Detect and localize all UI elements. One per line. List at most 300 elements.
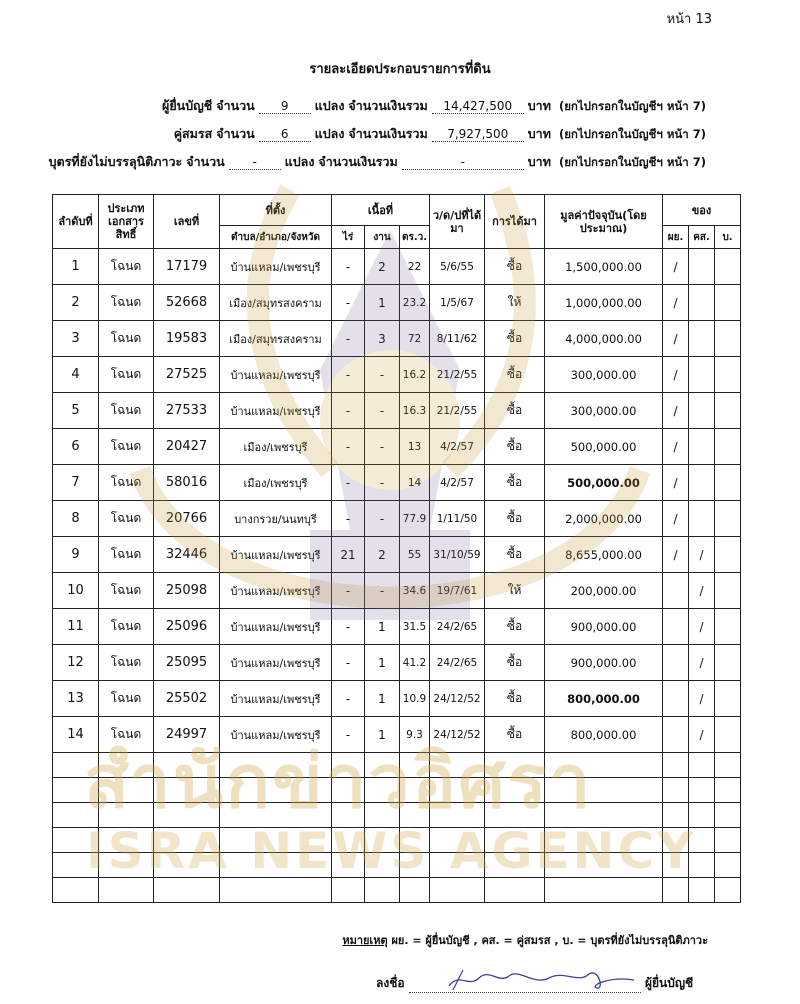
row-owner-child [715, 573, 741, 609]
row-doc-no: 27525 [154, 357, 220, 393]
row-location: บางกรวย/นนทบุรี [220, 501, 332, 537]
row-ngan: - [365, 393, 400, 429]
empty-cell [400, 828, 430, 853]
row-owner-spouse: / [689, 681, 715, 717]
empty-cell [430, 778, 485, 803]
row-owner-declarant: / [663, 285, 689, 321]
row-rai: 21 [332, 537, 365, 573]
empty-cell [400, 853, 430, 878]
empty-cell [220, 778, 332, 803]
empty-cell [485, 878, 545, 903]
empty-row [53, 828, 741, 853]
row-date: 21/2/55 [430, 393, 485, 429]
empty-cell [365, 828, 400, 853]
summary-qty-word: จำนวน [216, 98, 255, 113]
empty-cell [53, 853, 99, 878]
watermark-thai-text: สำนักข่าวอิศรา [84, 739, 593, 825]
empty-cell [715, 778, 741, 803]
handwritten-signature [439, 964, 639, 994]
row-location: เมือง/เพชรบุรี [220, 465, 332, 501]
row-owner-spouse: / [689, 717, 715, 753]
row-wa: 72 [400, 321, 430, 357]
row-location: เมือง/สมุทรสงคราม [220, 285, 332, 321]
row-acquired: ซื้อ [485, 249, 545, 285]
empty-cell [220, 853, 332, 878]
empty-cell [400, 753, 430, 778]
summary-qty-word: จำนวน [216, 126, 255, 141]
row-date: 24/12/52 [430, 717, 485, 753]
row-rai: - [332, 357, 365, 393]
header-owner: ของ [663, 195, 741, 226]
land-table [52, 194, 741, 903]
row-date: 24/12/52 [430, 681, 485, 717]
summary-line [0, 96, 706, 116]
empty-cell [53, 878, 99, 903]
row-location: เมือง/เพชรบุรี [220, 429, 332, 465]
row-date: 21/2/55 [430, 357, 485, 393]
summary-amount: 14,427,500 [432, 99, 524, 114]
empty-cell [154, 853, 220, 878]
row-no: 7 [53, 465, 99, 501]
empty-cell [430, 878, 485, 903]
row-wa: 23.2 [400, 285, 430, 321]
row-doc-no: 52668 [154, 285, 220, 321]
summary-label: คู่สมรส [173, 126, 213, 141]
empty-cell [430, 828, 485, 853]
empty-cell [400, 803, 430, 828]
row-wa: 34.6 [400, 573, 430, 609]
row-doc-type: โฉนด [99, 645, 154, 681]
empty-cell [99, 803, 154, 828]
row-doc-no: 17179 [154, 249, 220, 285]
header-location-sub: ตำบล/อำเภอ/จังหวัด [220, 226, 332, 249]
row-owner-declarant: / [663, 393, 689, 429]
table-row [53, 357, 741, 393]
table-row [53, 393, 741, 429]
row-owner-child [715, 717, 741, 753]
row-owner-spouse: / [689, 645, 715, 681]
row-no: 11 [53, 609, 99, 645]
empty-cell [485, 853, 545, 878]
signature-line [409, 978, 641, 993]
empty-cell [663, 753, 689, 778]
legend-note [342, 931, 708, 949]
row-owner-declarant: / [663, 321, 689, 357]
row-no: 3 [53, 321, 99, 357]
row-wa: 13 [400, 429, 430, 465]
legend-text: ผย. = ผู้ยื่นบัญชี , คส. = คู่สมรส , บ. = บุตรที่ยังไม่บรรลุนิติภาวะ [391, 934, 708, 947]
row-doc-no: 20766 [154, 501, 220, 537]
row-value: 1,500,000.00 [545, 249, 663, 285]
empty-cell [332, 853, 365, 878]
row-ngan: 1 [365, 681, 400, 717]
row-rai: - [332, 285, 365, 321]
row-owner-child [715, 501, 741, 537]
signature-label: ลงชื่อ [376, 976, 405, 990]
row-owner-declarant: / [663, 537, 689, 573]
row-acquired: ซื้อ [485, 465, 545, 501]
summary-unit: แปลง [314, 126, 345, 141]
empty-row [53, 853, 741, 878]
empty-cell [689, 803, 715, 828]
row-ngan: - [365, 573, 400, 609]
summary-currency: บาท [527, 154, 551, 169]
row-no: 9 [53, 537, 99, 573]
row-rai: - [332, 501, 365, 537]
summary-unit: แปลง [284, 154, 315, 169]
row-acquired: ซื้อ [485, 609, 545, 645]
summary-total-word: จำนวนเงินรวม [318, 154, 398, 169]
summary-currency: บาท [527, 126, 551, 141]
row-wa: 10.9 [400, 681, 430, 717]
row-value: 500,000.00 [545, 465, 663, 501]
row-owner-child [715, 609, 741, 645]
table-row [53, 249, 741, 285]
empty-cell [485, 778, 545, 803]
row-doc-no: 27533 [154, 393, 220, 429]
row-location: บ้านแหลม/เพชรบุรี [220, 717, 332, 753]
row-doc-type: โฉนด [99, 321, 154, 357]
row-owner-spouse [689, 501, 715, 537]
empty-cell [220, 878, 332, 903]
summary-line [0, 124, 706, 144]
empty-cell [430, 753, 485, 778]
row-doc-type: โฉนด [99, 429, 154, 465]
row-doc-type: โฉนด [99, 681, 154, 717]
row-no: 4 [53, 357, 99, 393]
empty-cell [715, 803, 741, 828]
row-acquired: ซื้อ [485, 321, 545, 357]
watermark-english-text: ISRA NEWS AGENCY [86, 822, 697, 880]
row-owner-child [715, 537, 741, 573]
empty-cell [154, 828, 220, 853]
empty-cell [663, 803, 689, 828]
row-no: 6 [53, 429, 99, 465]
row-acquired: ซื้อ [485, 537, 545, 573]
row-no: 14 [53, 717, 99, 753]
row-owner-child [715, 321, 741, 357]
row-location: บ้านแหลม/เพชรบุรี [220, 573, 332, 609]
row-wa: 16.3 [400, 393, 430, 429]
row-wa: 14 [400, 465, 430, 501]
row-ngan: 3 [365, 321, 400, 357]
row-owner-spouse [689, 249, 715, 285]
header-date: ว/ด/ปที่ได้มา [430, 195, 485, 249]
row-doc-type: โฉนด [99, 249, 154, 285]
header-doc-type: ประเภทเอกสารสิทธิ์ [99, 195, 154, 249]
row-owner-declarant: / [663, 357, 689, 393]
table-row [53, 681, 741, 717]
empty-cell [332, 803, 365, 828]
row-location: บ้านแหลม/เพชรบุรี [220, 393, 332, 429]
row-doc-no: 58016 [154, 465, 220, 501]
empty-cell [545, 853, 663, 878]
row-owner-declarant [663, 717, 689, 753]
table-row [53, 501, 741, 537]
row-doc-type: โฉนด [99, 465, 154, 501]
row-ngan: - [365, 429, 400, 465]
row-owner-declarant: / [663, 501, 689, 537]
empty-cell [99, 853, 154, 878]
row-ngan: - [365, 501, 400, 537]
document-title: รายละเอียดประกอบรายการที่ดิน [309, 62, 491, 77]
empty-cell [332, 778, 365, 803]
table-row [53, 573, 741, 609]
table-row [53, 537, 741, 573]
row-value: 800,000.00 [545, 681, 663, 717]
empty-cell [663, 828, 689, 853]
empty-cell [430, 803, 485, 828]
row-owner-child [715, 393, 741, 429]
summary-note: (ยกไปกรอกในบัญชีฯ หน้า 7) [558, 155, 706, 169]
row-location: บ้านแหลม/เพชรบุรี [220, 357, 332, 393]
row-value: 200,000.00 [545, 573, 663, 609]
row-value: 300,000.00 [545, 393, 663, 429]
row-date: 1/11/50 [430, 501, 485, 537]
row-owner-spouse [689, 429, 715, 465]
empty-cell [545, 753, 663, 778]
row-owner-declarant: / [663, 249, 689, 285]
empty-cell [365, 853, 400, 878]
row-doc-no: 25095 [154, 645, 220, 681]
row-date: 1/5/67 [430, 285, 485, 321]
empty-cell [715, 878, 741, 903]
row-wa: 77.9 [400, 501, 430, 537]
row-no: 2 [53, 285, 99, 321]
header-area: เนื้อที่ [332, 195, 430, 226]
row-owner-child [715, 357, 741, 393]
row-wa: 55 [400, 537, 430, 573]
empty-cell [715, 853, 741, 878]
table-row [53, 465, 741, 501]
row-date: 4/2/57 [430, 429, 485, 465]
empty-cell [365, 878, 400, 903]
summary-amount: - [402, 155, 524, 170]
row-date: 24/2/65 [430, 645, 485, 681]
row-owner-child [715, 681, 741, 717]
row-location: บ้านแหลม/เพชรบุรี [220, 645, 332, 681]
row-owner-spouse [689, 393, 715, 429]
empty-row [53, 778, 741, 803]
row-owner-declarant [663, 573, 689, 609]
row-owner-child [715, 249, 741, 285]
empty-cell [545, 878, 663, 903]
row-acquired: ซื้อ [485, 429, 545, 465]
row-doc-no: 32446 [154, 537, 220, 573]
row-date: 4/2/57 [430, 465, 485, 501]
row-value: 900,000.00 [545, 609, 663, 645]
table-row [53, 717, 741, 753]
header-wa: ตร.ว. [400, 226, 430, 249]
signature-role: ผู้ยื่นบัญชี [644, 976, 694, 990]
row-date: 19/7/61 [430, 573, 485, 609]
row-ngan: 1 [365, 645, 400, 681]
row-doc-no: 25096 [154, 609, 220, 645]
empty-cell [99, 753, 154, 778]
row-ngan: 2 [365, 249, 400, 285]
row-acquired: ซื้อ [485, 393, 545, 429]
row-date: 31/10/59 [430, 537, 485, 573]
empty-cell [154, 803, 220, 828]
header-location: ที่ตั้ง [220, 195, 332, 226]
row-wa: 9.3 [400, 717, 430, 753]
row-acquired: ซื้อ [485, 681, 545, 717]
empty-cell [485, 828, 545, 853]
row-doc-type: โฉนด [99, 501, 154, 537]
row-owner-child [715, 645, 741, 681]
empty-cell [99, 878, 154, 903]
row-location: บ้านแหลม/เพชรบุรี [220, 681, 332, 717]
row-acquired: ซื้อ [485, 645, 545, 681]
empty-cell [485, 753, 545, 778]
empty-cell [689, 753, 715, 778]
empty-cell [663, 778, 689, 803]
header-doc-no: เลขที่ [154, 195, 220, 249]
empty-cell [689, 878, 715, 903]
row-doc-type: โฉนด [99, 285, 154, 321]
summary-label: บุตรที่ยังไม่บรรลุนิติภาวะ [48, 154, 183, 169]
row-acquired: ซื้อ [485, 717, 545, 753]
row-no: 10 [53, 573, 99, 609]
row-date: 8/11/62 [430, 321, 485, 357]
summary-note: (ยกไปกรอกในบัญชีฯ หน้า 7) [558, 99, 706, 113]
row-location: เมือง/สมุทรสงคราม [220, 321, 332, 357]
empty-cell [365, 753, 400, 778]
row-rai: - [332, 393, 365, 429]
row-owner-spouse: / [689, 573, 715, 609]
row-wa: 22 [400, 249, 430, 285]
empty-cell [663, 853, 689, 878]
row-acquired: ให้ [485, 285, 545, 321]
row-owner-spouse [689, 465, 715, 501]
row-ngan: 1 [365, 609, 400, 645]
row-rai: - [332, 465, 365, 501]
summary-count: 9 [259, 99, 311, 114]
empty-cell [53, 828, 99, 853]
row-wa: 31.5 [400, 609, 430, 645]
table-row [53, 429, 741, 465]
signature-row [376, 974, 693, 993]
summary-note: (ยกไปกรอกในบัญชีฯ หน้า 7) [558, 127, 706, 141]
empty-cell [663, 878, 689, 903]
empty-cell [689, 778, 715, 803]
empty-cell [53, 778, 99, 803]
row-ngan: 2 [365, 537, 400, 573]
row-owner-declarant [663, 645, 689, 681]
row-doc-type: โฉนด [99, 357, 154, 393]
empty-cell [154, 878, 220, 903]
row-date: 24/2/65 [430, 609, 485, 645]
row-value: 4,000,000.00 [545, 321, 663, 357]
empty-cell [154, 778, 220, 803]
summary-total-word: จำนวนเงินรวม [348, 126, 428, 141]
row-rai: - [332, 681, 365, 717]
summary-count: - [229, 155, 281, 170]
row-acquired: ซื้อ [485, 501, 545, 537]
summary-currency: บาท [527, 98, 551, 113]
row-value: 8,655,000.00 [545, 537, 663, 573]
row-wa: 16.2 [400, 357, 430, 393]
empty-cell [689, 853, 715, 878]
empty-cell [715, 828, 741, 853]
header-no: ลำดับที่ [53, 195, 99, 249]
header-rai: ไร่ [332, 226, 365, 249]
row-owner-spouse: / [689, 609, 715, 645]
empty-cell [485, 803, 545, 828]
empty-cell [332, 878, 365, 903]
row-ngan: - [365, 357, 400, 393]
row-doc-type: โฉนด [99, 537, 154, 573]
row-rai: - [332, 717, 365, 753]
row-doc-no: 19583 [154, 321, 220, 357]
empty-cell [154, 753, 220, 778]
empty-cell [53, 803, 99, 828]
empty-cell [332, 828, 365, 853]
empty-cell [220, 828, 332, 853]
empty-cell [365, 803, 400, 828]
row-owner-declarant: / [663, 429, 689, 465]
row-owner-child [715, 285, 741, 321]
empty-cell [220, 753, 332, 778]
header-owner-spouse: คส. [689, 226, 715, 249]
row-doc-no: 20427 [154, 429, 220, 465]
row-value: 2,000,000.00 [545, 501, 663, 537]
row-doc-type: โฉนด [99, 393, 154, 429]
row-ngan: - [365, 465, 400, 501]
row-rai: - [332, 573, 365, 609]
header-owner-declarant: ผย. [663, 226, 689, 249]
summary-total-word: จำนวนเงินรวม [348, 98, 428, 113]
empty-cell [99, 828, 154, 853]
empty-cell [99, 778, 154, 803]
row-owner-child [715, 429, 741, 465]
row-no: 5 [53, 393, 99, 429]
row-rai: - [332, 249, 365, 285]
summary-unit: แปลง [314, 98, 345, 113]
row-doc-type: โฉนด [99, 573, 154, 609]
empty-row [53, 803, 741, 828]
empty-row [53, 878, 741, 903]
row-location: บ้านแหลม/เพชรบุรี [220, 537, 332, 573]
header-ngan: งาน [365, 226, 400, 249]
empty-cell [400, 878, 430, 903]
row-ngan: 1 [365, 285, 400, 321]
row-no: 13 [53, 681, 99, 717]
empty-cell [220, 803, 332, 828]
header-owner-child: บ. [715, 226, 741, 249]
row-wa: 41.2 [400, 645, 430, 681]
row-ngan: 1 [365, 717, 400, 753]
empty-cell [545, 828, 663, 853]
row-owner-declarant: / [663, 465, 689, 501]
row-date: 5/6/55 [430, 249, 485, 285]
header-value: มูลค่าปัจจุบัน(โดยประมาณ) [545, 195, 663, 249]
empty-cell [689, 828, 715, 853]
row-no: 8 [53, 501, 99, 537]
row-doc-no: 25502 [154, 681, 220, 717]
row-doc-type: โฉนด [99, 717, 154, 753]
header-acquired: การได้มา [485, 195, 545, 249]
table-row [53, 285, 741, 321]
row-value: 1,000,000.00 [545, 285, 663, 321]
empty-cell [332, 753, 365, 778]
row-value: 900,000.00 [545, 645, 663, 681]
row-owner-child [715, 465, 741, 501]
empty-cell [400, 778, 430, 803]
summary-label: ผู้ยื่นบัญชี [162, 98, 213, 113]
row-owner-spouse: / [689, 537, 715, 573]
empty-cell [545, 778, 663, 803]
